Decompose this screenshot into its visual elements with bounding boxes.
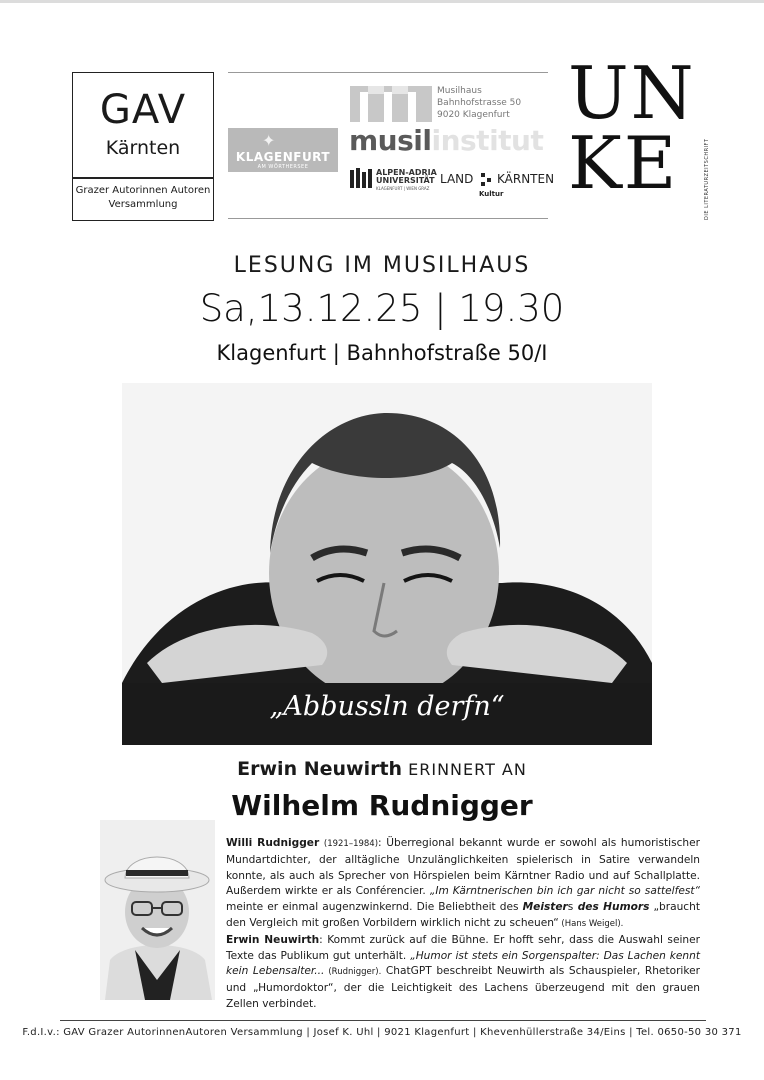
bio-rudnigger-quote2: „braucht den Vergleich mit großen Vorbildern wirklich nicht zu scheuen“ bbox=[226, 901, 700, 929]
main-portrait-photo bbox=[122, 383, 652, 745]
musilhaus-address-line1: Musilhaus bbox=[437, 86, 482, 96]
gav-full-name-line1: Grazer Autorinnen Autoren bbox=[75, 185, 211, 196]
bio-meister: Meister bbox=[522, 901, 568, 914]
bio-rudnigger-years: (1921–1984) bbox=[323, 839, 379, 849]
sponsor-top-rule bbox=[228, 72, 548, 73]
kaernten-word: KÄRNTEN bbox=[497, 172, 555, 186]
dragon-icon: ✦ bbox=[262, 131, 276, 150]
bio-neuwirth-name: Erwin Neuwirth bbox=[226, 933, 320, 946]
land-emblem-icon-part bbox=[487, 178, 491, 182]
bio-text bbox=[226, 836, 700, 1013]
musilhaus-logo-icon bbox=[350, 86, 432, 122]
bio-paragraph-rudnigger bbox=[226, 836, 700, 933]
honoree-name: Wilhelm Rudnigger bbox=[231, 789, 533, 822]
aau-logo-icon bbox=[350, 168, 372, 188]
top-edge-line bbox=[0, 0, 764, 3]
event-heading: LESUNG IM MUSILHAUS bbox=[233, 253, 531, 278]
bio-neuwirth-text2: ChatGPT beschreibt Neuwirth als Schauspieler, Rhetoriker und „Humordoktor“, der die Leichtigkeit des Lachens überzeugend mit den grauen Zellen verbindet. bbox=[226, 965, 701, 1010]
bio-paragraph-neuwirth bbox=[226, 933, 700, 1013]
kultur-word: Kultur bbox=[479, 190, 504, 198]
bio-rudnigger-text2: meinte er einmal augenzwinkernd. Die Beliebtheit des bbox=[226, 901, 523, 914]
aau-line1: ALPEN-ADRIA bbox=[376, 168, 437, 177]
rudnigger-portrait-photo bbox=[100, 820, 215, 1000]
gav-region: Kärnten bbox=[105, 137, 181, 159]
event-datetime: Sa,13.12.25 | 19.30 bbox=[199, 287, 565, 330]
aau-small-text: KLAGENFURT | WIEN GRAZ bbox=[376, 186, 430, 191]
bio-rudnigger-text1: : Überregional bekannt wurde er sowohl als humoristischer Mundartdichter, der alltägliche Unzulänglichkeiten spielerisch in Satire verwandeln konnte, als auch als Sprecher von Hörspielen beim Kärntner Radio und auf Schallplatte. Außerdem wirkte er als Conférencier. bbox=[226, 837, 700, 898]
land-emblem-icon-part bbox=[481, 182, 485, 186]
aau-name bbox=[376, 169, 437, 185]
sponsor-bottom-rule bbox=[228, 218, 548, 219]
event-title-quote: „Abbussln derfn“ bbox=[269, 691, 505, 722]
bio-meister-s: s bbox=[567, 901, 574, 914]
footer-imprint: F.d.I.v.: GAV Grazer AutorinnenAutoren Versammlung | Josef K. Uhl | 9021 Klagenfurt | Khevenhüllerstraße 34/Eins | Tel. 0650-50 30 371 bbox=[22, 1027, 742, 1038]
reader-line bbox=[0, 758, 764, 780]
bio-neuwirth-source: (Rudnigger). bbox=[324, 967, 382, 978]
connector-text: ERINNERT AN bbox=[408, 760, 527, 779]
gav-divider bbox=[73, 177, 213, 179]
musilhaus-address-line2: Bahnhofstrasse 50 bbox=[437, 98, 522, 108]
bio-des-humors: des Humors bbox=[573, 901, 650, 914]
unke-line2: KE bbox=[568, 121, 679, 205]
gav-title: GAV bbox=[99, 87, 187, 133]
musil-word: musil bbox=[349, 124, 432, 157]
event-location: Klagenfurt | Bahnhofstraße 50/I bbox=[216, 341, 548, 365]
gav-logo-box bbox=[72, 72, 214, 221]
musilhaus-address bbox=[437, 85, 521, 121]
reader-name: Erwin Neuwirth bbox=[237, 758, 403, 780]
aau-line2: UNIVERSITÄT bbox=[376, 176, 435, 185]
musilhaus-address-line3: 9020 Klagenfurt bbox=[437, 110, 510, 120]
footer-rule bbox=[60, 1020, 706, 1021]
institut-word: institut bbox=[431, 124, 544, 157]
gav-full-name-line2: Versammlung bbox=[108, 199, 178, 210]
bio-neuwirth-quote: „Humor ist stets ein Sorgenspalter: Das Lachen kennt kein Lebensalter... bbox=[226, 949, 700, 978]
bio-rudnigger-name: Willi Rudnigger bbox=[226, 837, 320, 849]
klagenfurt-name: KLAGENFURT bbox=[235, 150, 331, 164]
bio-rudnigger-quote1: „Im Kärntnerischen bin ich gar nicht so sattelfest“ bbox=[429, 885, 700, 898]
rudnigger-portrait-illustration bbox=[100, 820, 215, 1000]
bio-rudnigger-source: (Hans Weigel). bbox=[558, 918, 624, 929]
land-word: LAND bbox=[440, 172, 474, 186]
unke-side-text: DIE LITERATURZEITSCHRIFT bbox=[704, 138, 710, 220]
land-emblem-icon bbox=[481, 173, 485, 177]
unke-line1: UN bbox=[568, 51, 696, 135]
klagenfurt-sub: AM WÖRTHERSEE bbox=[257, 164, 309, 170]
klagenfurt-logo bbox=[228, 128, 338, 172]
bio-neuwirth-text1: : Kommt zurück auf die Bühne. Er hofft sehr, dass die Auswahl seiner Texte das Publikum gut unterhält. bbox=[226, 933, 700, 962]
musilinstitut-logo bbox=[349, 124, 543, 157]
unke-logo bbox=[568, 51, 696, 205]
gav-full-name bbox=[73, 184, 213, 212]
